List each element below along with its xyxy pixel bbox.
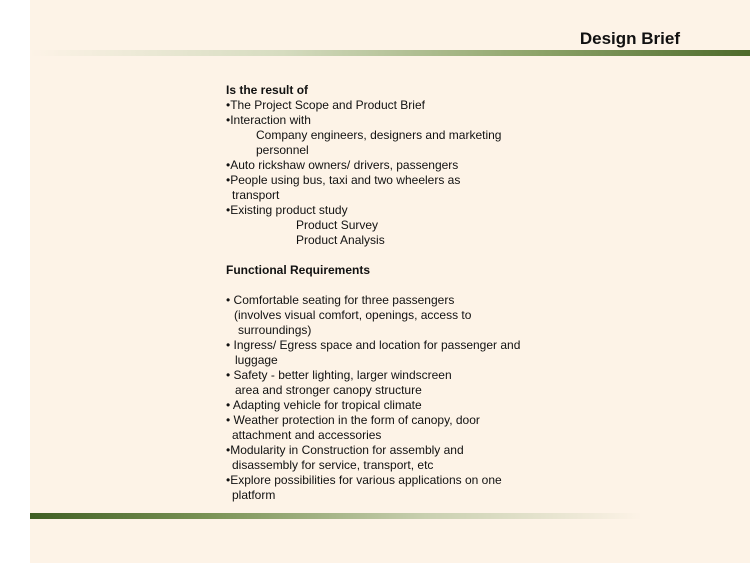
slide-content bbox=[226, 83, 546, 503]
text-line: surroundings) bbox=[238, 323, 312, 337]
text-line: •Modularity in Construction for assembly and bbox=[226, 443, 464, 457]
functional-requirements-list bbox=[226, 293, 546, 503]
spacer bbox=[226, 278, 546, 293]
text-line: •People using bus, taxi and two wheelers as bbox=[226, 173, 461, 187]
text-line: •Explore possibilities for various applications on one bbox=[226, 473, 502, 487]
text-line: luggage bbox=[235, 353, 278, 367]
text-line: Company engineers, designers and marketing bbox=[256, 128, 502, 142]
text-line: platform bbox=[232, 488, 276, 502]
result-list bbox=[226, 98, 546, 248]
text-line: • Safety - better lighting, larger windscreen bbox=[226, 368, 452, 382]
text-line: • Ingress/ Egress space and location for passenger and bbox=[226, 338, 521, 352]
text-line: transport bbox=[232, 188, 280, 202]
top-divider bbox=[30, 50, 750, 56]
text-line: •The Project Scope and Product Brief bbox=[226, 98, 425, 112]
text-line: •Auto rickshaw owners/ drivers, passengers bbox=[226, 158, 459, 172]
text-line: Product Analysis bbox=[296, 233, 385, 247]
result-heading: Is the result of bbox=[226, 83, 309, 97]
text-line: area and stronger canopy structure bbox=[235, 383, 422, 397]
text-line: •Existing product study bbox=[226, 203, 348, 217]
text-line: • Weather protection in the form of canopy, door bbox=[226, 413, 480, 427]
spacer bbox=[226, 248, 546, 263]
text-line: (involves visual comfort, openings, access to bbox=[234, 308, 472, 322]
text-line: • Comfortable seating for three passengers bbox=[226, 293, 455, 307]
text-line: attachment and accessories bbox=[232, 428, 382, 442]
text-line: personnel bbox=[256, 143, 309, 157]
text-line: •Interaction with bbox=[226, 113, 311, 127]
bottom-divider bbox=[30, 513, 750, 519]
functional-heading: Functional Requirements bbox=[226, 263, 371, 277]
slide bbox=[30, 0, 750, 563]
text-line: Product Survey bbox=[296, 218, 379, 232]
text-line: disassembly for service, transport, etc bbox=[232, 458, 434, 472]
slide-title: Design Brief bbox=[579, 29, 680, 48]
text-line: • Adapting vehicle for tropical climate bbox=[226, 398, 422, 412]
